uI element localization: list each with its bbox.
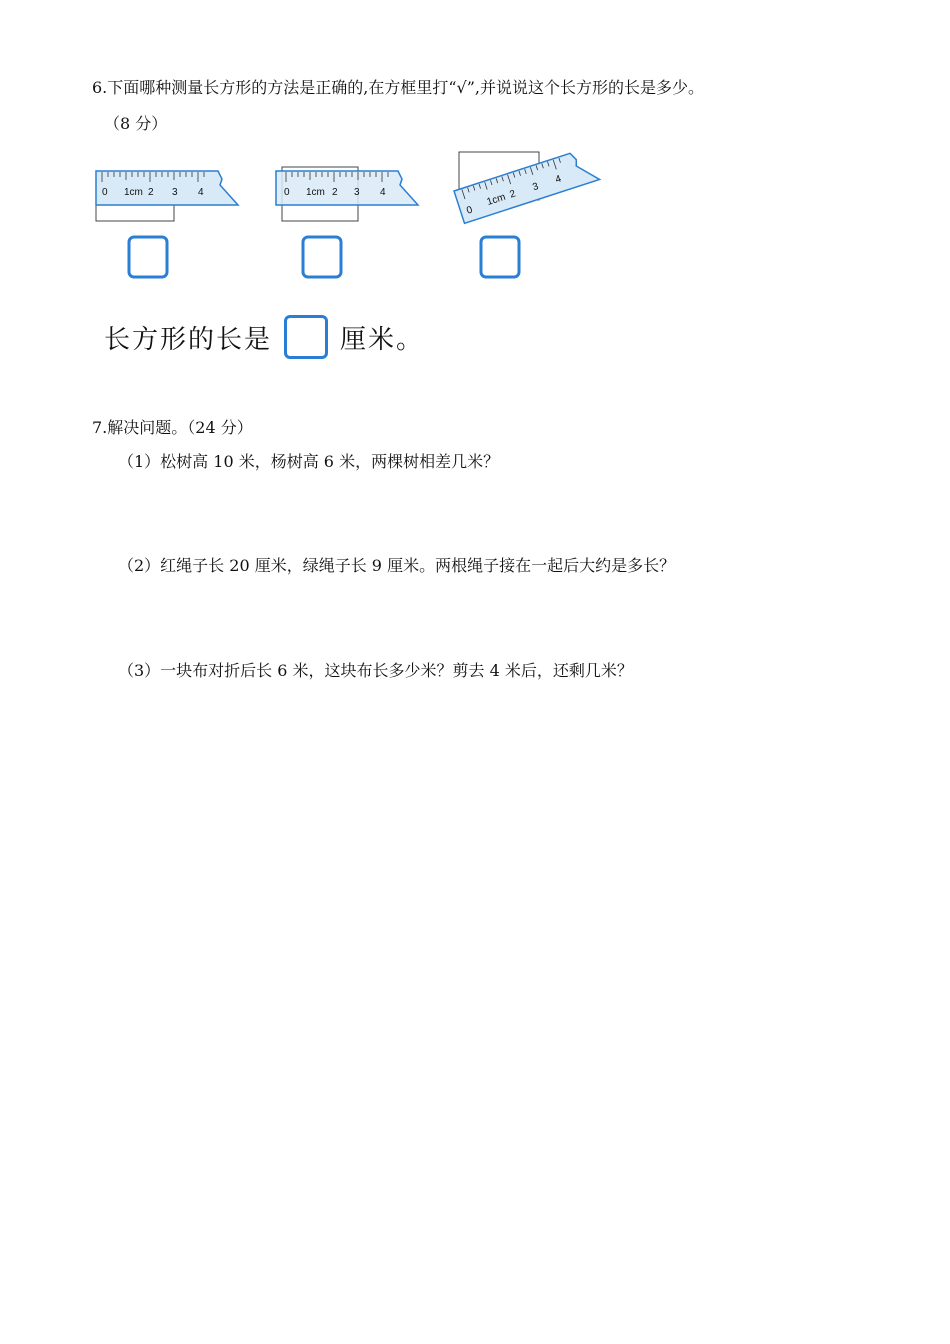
ruler-1-label-1: 1cm	[124, 187, 143, 198]
question-6-score: （8 分）	[104, 114, 168, 133]
ruler-figures	[92, 145, 612, 290]
ruler-2-label-2: 2	[332, 187, 338, 198]
ruler-2-label-1: 1cm	[306, 187, 325, 198]
answer-prefix: 长方形的长是	[104, 324, 273, 355]
ruler-1	[96, 171, 238, 205]
checkbox-option-2[interactable]	[303, 237, 341, 277]
question-6-title: 6.下面哪种测量长方形的方法是正确的,在方框里打“√”,并说说这个长方形的长是多少。	[92, 78, 704, 97]
ruler-1-label-0: 0	[102, 187, 108, 198]
ruler-3-label-3: 3	[531, 181, 540, 194]
question-7-item-3: （3）一块布对折后长 6 米，这块布长多少米？剪去 4 米后，还剩几米？	[118, 661, 633, 680]
ruler-1-label-3: 3	[172, 187, 178, 198]
ruler-3-label-2: 2	[508, 188, 518, 201]
ruler-2-label-3: 3	[354, 187, 360, 198]
length-answer-row	[104, 312, 424, 362]
answer-suffix: 厘米。	[340, 324, 425, 355]
ruler-3-label-1: 1cm	[485, 191, 507, 209]
ruler-1-label-2: 2	[148, 187, 154, 198]
figure-3	[454, 147, 600, 223]
ruler-1-label-4: 4	[198, 187, 204, 198]
question-7-item-2: （2）红绳子长 20 厘米，绿绳子长 9 厘米。两根绳子接在一起后大约是多长？	[118, 556, 676, 575]
figure-2	[276, 167, 418, 221]
ruler-2	[276, 171, 418, 205]
checkbox-option-1[interactable]	[129, 237, 167, 277]
question-7-item-1: （1）松树高 10 米，杨树高 6 米，两棵树相差几米？	[118, 452, 500, 471]
figure-1	[96, 171, 238, 221]
length-answer-box[interactable]	[284, 315, 328, 359]
ruler-2-label-4: 4	[380, 187, 386, 198]
ruler-3-label-4: 4	[554, 173, 563, 186]
checkbox-option-3[interactable]	[481, 237, 519, 277]
ruler-3-label-0: 0	[465, 204, 474, 217]
ruler-2-label-0: 0	[284, 187, 290, 198]
question-7-title: 7.解决问题。（24 分）	[92, 418, 253, 437]
